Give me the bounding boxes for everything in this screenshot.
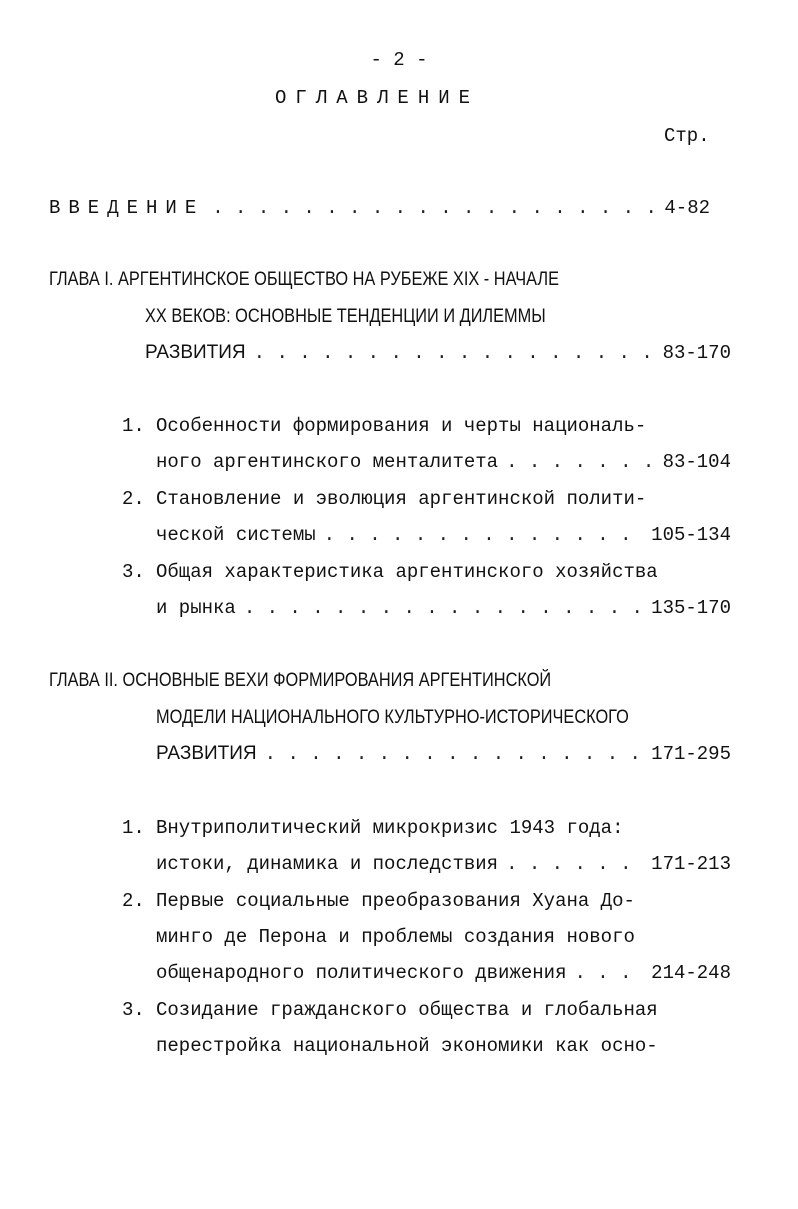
toc-entry-pages: 83-170	[662, 342, 731, 364]
section-title-line: минго де Перона и проблемы создания нового	[156, 926, 635, 948]
toc-entry-label: РАЗВИТИЯ	[156, 743, 257, 764]
chapter-2-heading[interactable]	[49, 669, 551, 693]
section-number: 2.	[122, 890, 145, 912]
toc-entry-pages: 105-134	[651, 524, 731, 546]
toc-entry-label: общенародного политического движения	[156, 962, 567, 984]
leader-dots	[506, 852, 643, 876]
toc-entry-section-1-3[interactable]	[156, 596, 731, 620]
leader-dots	[265, 742, 644, 766]
toc-entry-label: ческой системы	[156, 524, 316, 546]
toc-entry-pages: 4-82	[664, 197, 710, 219]
chapter-title-line: XX ВЕКОВ: ОСНОВНЫЕ ТЕНДЕНЦИИ И ДИЛЕММЫ	[145, 306, 546, 327]
toc-entry-label: истоки, динамика и последствия	[156, 853, 499, 875]
section-title-line: Становление и эволюция аргентинской полити-	[156, 488, 647, 510]
toc-entry-section-1-1[interactable]	[156, 450, 731, 474]
leader-dots	[254, 341, 655, 365]
page-number: - 2 -	[370, 49, 428, 71]
leader-dots	[324, 523, 644, 547]
toc-entry-intro[interactable]	[49, 196, 710, 220]
section-number: 1.	[122, 415, 145, 437]
section-number: 2.	[122, 488, 145, 510]
toc-entry-pages: 214-248	[651, 962, 731, 984]
toc-entry-label: РАЗВИТИЯ	[145, 342, 246, 363]
section-title-line: Общая характеристика аргентинского хозяйства	[156, 561, 658, 583]
toc-entry-pages: 135-170	[651, 597, 731, 619]
section-title-line: перестройка национальной экономики как осно-	[156, 1035, 658, 1057]
leader-dots	[574, 961, 643, 985]
section-title-line: Созидание гражданского общества и глобальная	[156, 999, 658, 1021]
toc-entry-section-2-1[interactable]	[156, 852, 731, 876]
section-title-line: Первые социальные преобразования Хуана До-	[156, 890, 635, 912]
toc-entry-label: ВВЕДЕНИЕ	[49, 197, 205, 219]
toc-entry-pages: 171-213	[651, 853, 731, 875]
chapter-title-line: ОСНОВНЫЕ ВЕХИ ФОРМИРОВАНИЯ АРГЕНТИНСКОЙ	[122, 670, 552, 691]
page-column-label: Стр.	[664, 125, 710, 147]
chapter-prefix: ГЛАВА I.	[49, 269, 114, 290]
chapter-title-line: МОДЕЛИ НАЦИОНАЛЬНОГО КУЛЬТУРНО-ИСТОРИЧЕСКОГО	[156, 707, 629, 728]
toc-entry-section-1-2[interactable]	[156, 523, 731, 547]
leader-dots	[244, 596, 643, 620]
section-title-line: Особенности формирования и черты националь-	[156, 415, 647, 437]
leader-dots	[506, 450, 655, 474]
section-title-line: Внутриполитический микрокризис 1943 года:	[156, 817, 624, 839]
toc-entry-pages: 83-104	[662, 451, 731, 473]
toc-entry-section-2-2[interactable]	[156, 961, 731, 985]
section-number: 3.	[122, 561, 145, 583]
toc-entry-label: ного аргентинского менталитета	[156, 451, 499, 473]
chapter-1-heading[interactable]	[49, 268, 559, 292]
toc-entry-label: и рынка	[156, 597, 236, 619]
chapter-title-line: АРГЕНТИНСКОЕ ОБЩЕСТВО НА РУБЕЖЕ XIX - НАЧАЛЕ	[117, 269, 559, 290]
page-title: ОГЛАВЛЕНИЕ	[275, 87, 480, 109]
chapter-prefix: ГЛАВА II.	[49, 670, 118, 691]
leader-dots	[212, 196, 656, 220]
toc-entry-chapter-2[interactable]	[156, 742, 731, 766]
toc-entry-chapter-1[interactable]	[145, 341, 731, 365]
section-number: 3.	[122, 999, 145, 1021]
toc-entry-pages: 171-295	[651, 743, 731, 765]
section-number: 1.	[122, 817, 145, 839]
